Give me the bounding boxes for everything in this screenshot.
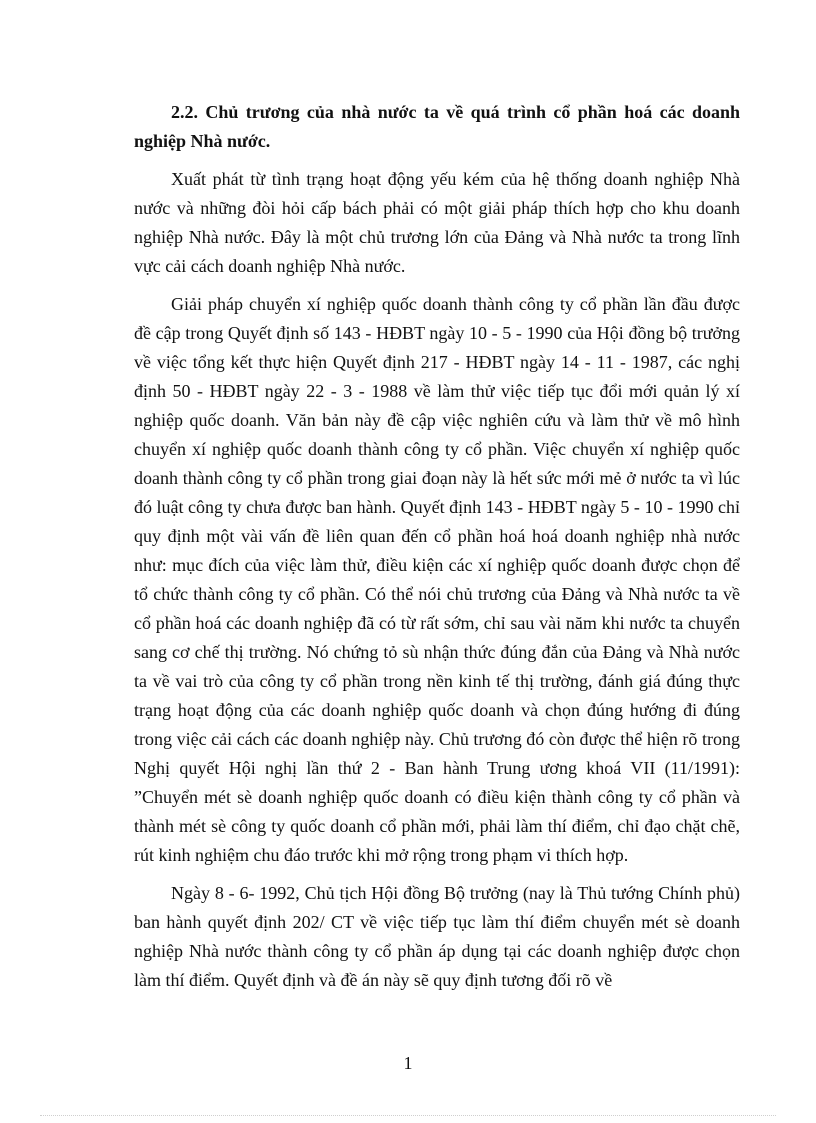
page-bottom-divider — [40, 1115, 776, 1116]
page-number: 1 — [403, 1053, 413, 1073]
paragraph-1: Xuất phát từ tình trạng hoạt động yếu kém của hệ thống doanh nghiệp Nhà nước và những đòi hỏi cấp bách phải có một giải pháp thích hợp cho khu doanh nghiệp Nhà nước. Đây là một chủ trương lớn của Đảng và Nhà nước ta trong lĩnh vực cải cách doanh nghiệp Nhà nước. — [134, 169, 740, 276]
page-content — [134, 98, 740, 1004]
section-heading: 2.2. Chủ trương của nhà nước ta về quá trình cổ phần hoá các doanh nghiệp Nhà nước. — [134, 102, 740, 151]
paragraph-3: Ngày 8 - 6- 1992, Chủ tịch Hội đồng Bộ trưởng (nay là Thủ tướng Chính phủ) ban hành quyết định 202/ CT về việc tiếp tục làm thí điểm chuyển mét sè doanh nghiệp Nhà nước thành công ty cổ phần áp dụng tại các doanh nghiệp được chọn làm thí điểm. Quyết định và đề án này sẽ quy định tương đối rõ về — [134, 883, 740, 990]
paragraph-2: Giải pháp chuyển xí nghiệp quốc doanh thành công ty cổ phần lần đầu được đề cập trong Quyết định số 143 - HĐBT ngày 10 - 5 - 1990 của Hội đồng bộ trưởng về việc tổng kết thực hiện Quyết định 217 - HĐBT ngày 14 - 11 - 1987, các nghị định 50 - HĐBT ngày 22 - 3 - 1988 về làm thử việc tiếp tục đổi mới quản lý xí nghiệp quốc doanh. Văn bản này đề cập việc nghiên cứu và làm thử về mô hình chuyển xí nghiệp quốc doanh thành công ty cổ phần. Việc chuyển xí nghiệp quốc doanh thành công ty cổ phần trong giai đoạn này là hết sức mới mẻ ở nước ta vì lúc đó luật công ty chưa được ban hành. Quyết định 143 - HĐBT ngày 5 - 10 - 1990 chỉ quy định một vài vấn đề liên quan đến cổ phần hoá hoá doanh nghiệp nhà nước như: mục đích của việc làm thử, điều kiện các xí nghiệp quốc doanh được chọn để tổ chức thành công ty cổ phần. Có thể nói chủ trương của Đảng và Nhà nước ta về cổ phần hoá các doanh nghiệp đã có từ rất sớm, chỉ sau vài năm khi nước ta chuyển sang cơ chế thị trường. Nó chứng tỏ sù nhận thức đúng đắn của Đảng và Nhà nước ta về vai trò của công ty cổ phần trong nền kinh tế thị trường, đánh giá đúng thực trạng hoạt động của các doanh nghiệp quốc doanh và chọn đúng hướng đi đúng trong việc cải cách các doanh nghiệp này. Chủ trương đó còn được thể hiện rõ trong Nghị quyết Hội nghị lần thứ 2 - Ban hành Trung ương khoá VII (11/1991): ”Chuyển mét sè doanh nghiệp quốc doanh có điều kiện thành công ty cổ phần và thành mét sè công ty quốc doanh cổ phần mới, phải làm thí điểm, chỉ đạo chặt chẽ, rút kinh nghiệm chu đáo trước khi mở rộng trong phạm vi thích hợp. — [134, 294, 740, 865]
